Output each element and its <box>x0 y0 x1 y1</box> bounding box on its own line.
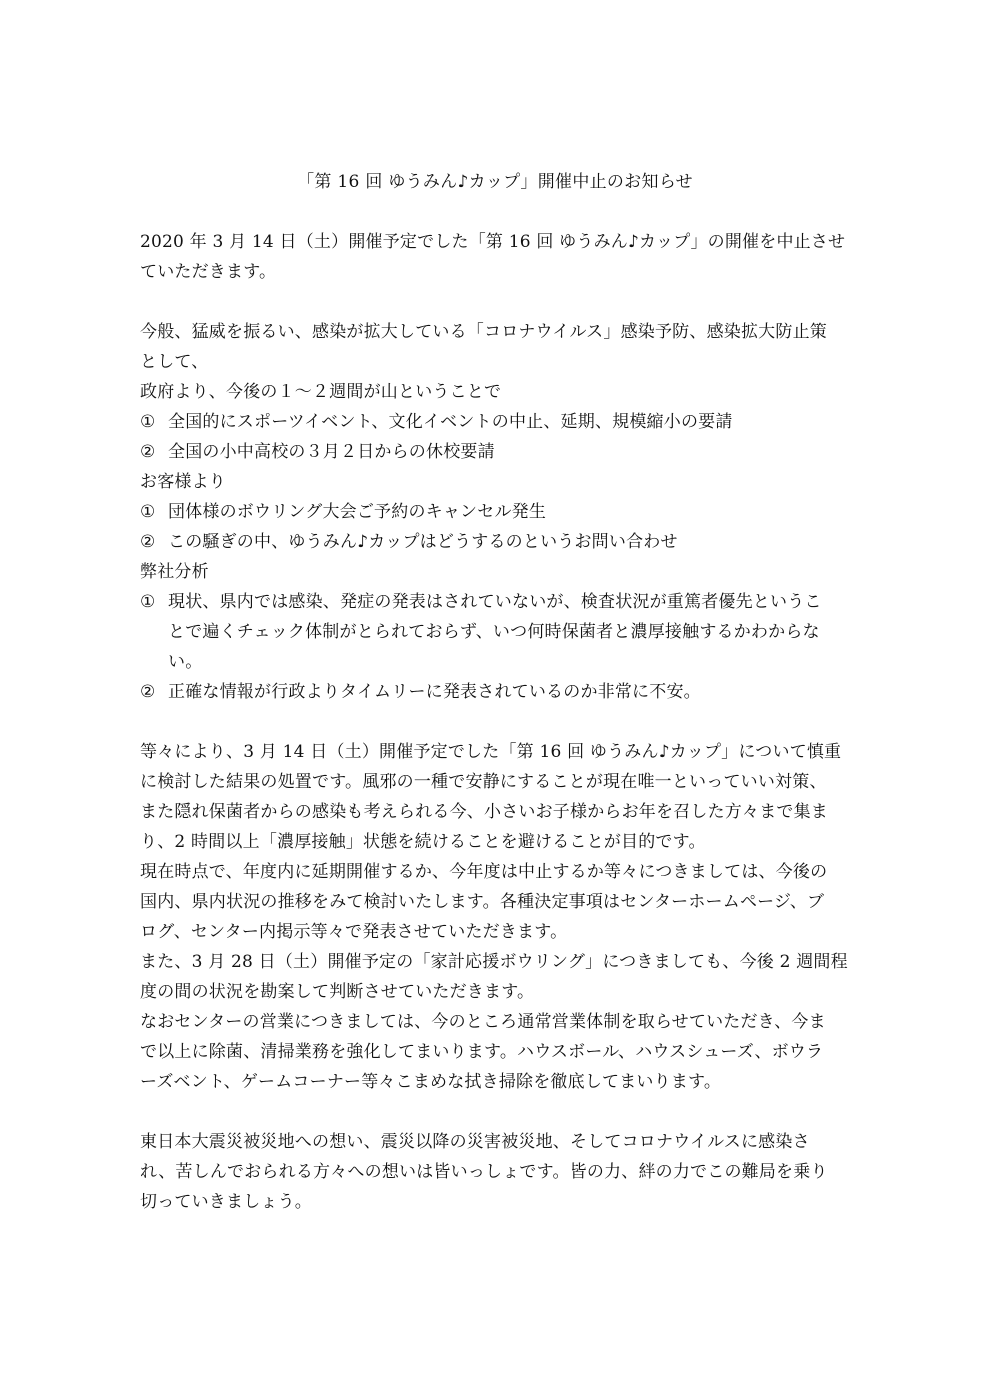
analysis-heading: 弊社分析 <box>140 562 209 582</box>
text-line: また隠れ保菌者からの感染も考えられる今、小さいお子様からお年を召した方々まで集ま <box>140 802 828 822</box>
list-item-text: 正確な情報が行政よりタイムリーに発表されているのか非常に不安。 <box>168 682 701 702</box>
list-item-text: この騒ぎの中、ゆうみん♪カップはどうするのというお問い合わせ <box>168 532 678 552</box>
text-line: り、2 時間以上「濃厚接触」状態を続けることを避けることが目的です。 <box>140 832 706 852</box>
list-item-text: 現状、県内では感染、発症の発表はされていないが、検査状況が重篤者優先というこ <box>168 592 822 612</box>
text-line: ログ、センター内掲示等々で発表させていただきます。 <box>140 922 568 942</box>
text-line: 2020 年 3 月 14 日（土）開催予定でした「第 16 回 ゆうみん♪カップ」の開催を中止させ <box>140 232 846 252</box>
text-line: 切っていきましょう。 <box>140 1192 312 1212</box>
document-body <box>140 227 860 1217</box>
text-line: また、3 月 28 日（土）開催予定の「家計応援ボウリング」につきましても、今後 2 週間程 <box>140 952 848 972</box>
analysis-item-1 <box>140 587 860 617</box>
government-item-2 <box>140 437 860 467</box>
text-line: ーズベント、ゲームコーナー等々こまめな拭き掃除を徹底してまいります。 <box>140 1072 722 1092</box>
government-item-1 <box>140 407 860 437</box>
list-marker: ② <box>140 442 156 462</box>
analysis-item-1-continued: い。 <box>168 652 203 672</box>
text-line: に検討した結果の処置です。風邪の一種で安静にすることが現在唯一といっていい対策、 <box>140 772 827 792</box>
list-item-text: 全国的にスポーツイベント、文化イベントの中止、延期、規模縮小の要請 <box>168 412 733 432</box>
text-line: ていただきます。 <box>140 262 277 282</box>
text-line: 現在時点で、年度内に延期開催するか、今年度は中止するか等々につきましては、今後の <box>140 862 828 882</box>
customers-item-1 <box>140 497 860 527</box>
list-marker: ② <box>140 532 156 552</box>
analysis-item-1-continued: とで遍くチェック体制がとられておらず、いつ何時保菌者と濃厚接触するかわからな <box>168 622 820 642</box>
text-line: なおセンターの営業につきましては、今のところ通常営業体制を取らせていただき、今ま <box>140 1012 826 1032</box>
text-line: で以上に除菌、清掃業務を強化してまいります。ハウスボール、ハウスシューズ、ボウラ <box>140 1042 824 1062</box>
text-line: 国内、県内状況の推移をみて検討いたします。各種決定事項はセンターホームページ、ブ <box>140 892 825 912</box>
list-item-text: 全国の小中高校の３月２日からの休校要請 <box>168 442 495 462</box>
list-marker: ② <box>140 682 156 702</box>
text-line: 東日本大震災被災地への想い、震災以降の災害被災地、そしてコロナウイルスに感染さ <box>140 1132 810 1152</box>
text-line: 今般、猛威を振るい、感染が拡大している「コロナウイルス」感染予防、感染拡大防止策 <box>140 322 827 342</box>
document-title: 「第 16 回 ゆうみん♪カップ」開催中止のお知らせ <box>297 172 693 192</box>
customers-heading: お客様より <box>140 472 226 492</box>
analysis-item-2 <box>140 677 860 707</box>
text-line: れ、苦しんでおられる方々への想いは皆いっしょです。皆の力、絆の力でこの難局を乗り <box>140 1162 828 1182</box>
closing-paragraph <box>140 1127 860 1217</box>
decision-paragraph <box>140 737 860 1097</box>
text-line: 度の間の状況を勘案して判断させていただきます。 <box>140 982 535 1002</box>
intro-paragraph <box>140 227 860 287</box>
customers-item-2 <box>140 527 860 557</box>
text-line: として、 <box>140 352 209 372</box>
list-marker: ① <box>140 592 156 612</box>
text-line: 等々により、3 月 14 日（土）開催予定でした「第 16 回 ゆうみん♪カップ」について慎重 <box>140 742 842 762</box>
list-marker: ① <box>140 502 156 522</box>
government-heading: 政府より、今後の１～２週間が山ということで <box>140 382 502 402</box>
list-marker: ① <box>140 412 156 432</box>
list-item-text: 団体様のボウリング大会ご予約のキャンセル発生 <box>168 502 547 522</box>
background-paragraph <box>140 317 860 707</box>
